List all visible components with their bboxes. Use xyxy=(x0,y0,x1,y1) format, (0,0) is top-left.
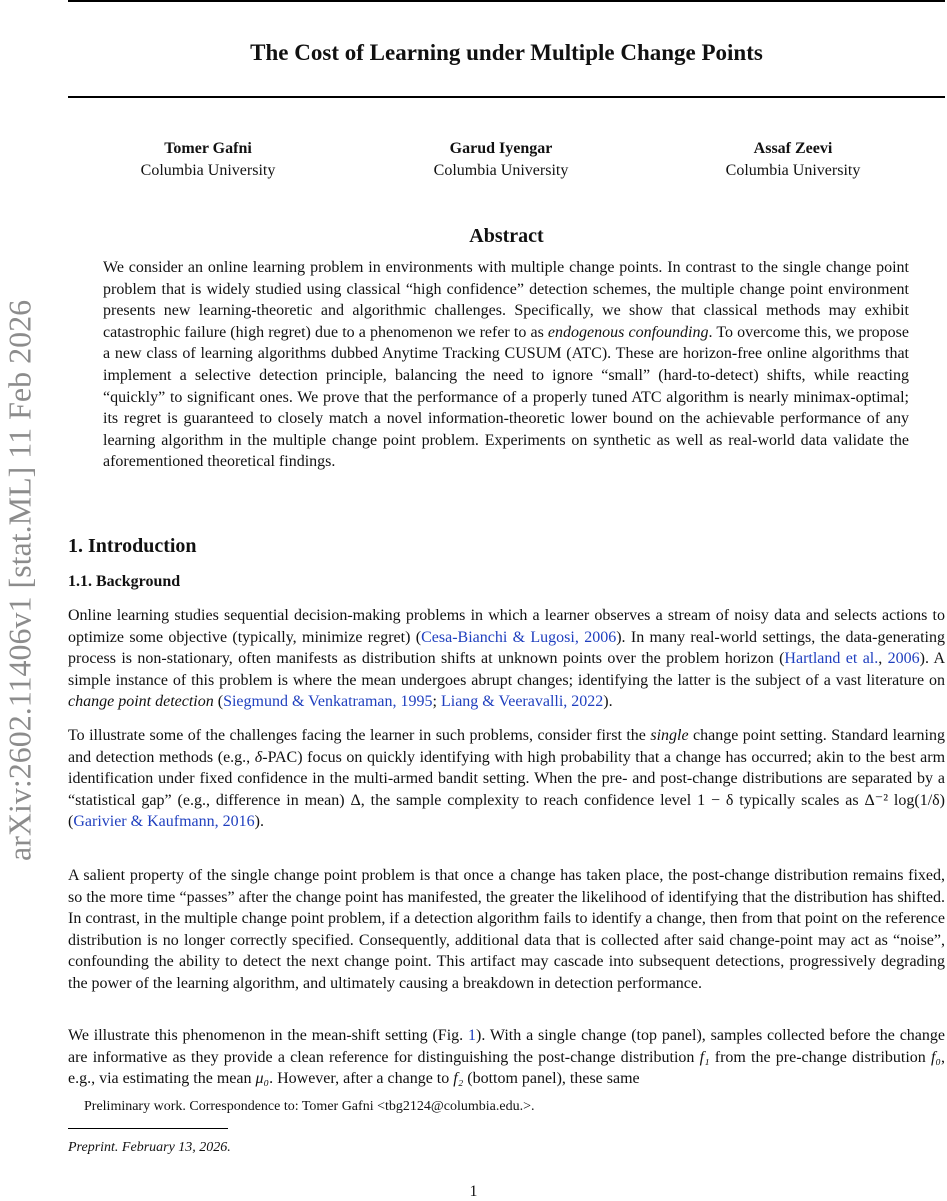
citation-link[interactable]: 2022 xyxy=(571,693,604,711)
abstract-emphasis: endogenous confounding xyxy=(547,323,709,341)
title-rule xyxy=(68,96,945,98)
author-block xyxy=(371,138,631,182)
arxiv-stamp-text: arXiv:2602.11406v1 [stat.ML] 11 Feb 2026 xyxy=(1,299,38,861)
figure-link[interactable]: 1 xyxy=(468,1027,476,1044)
paper-title: The Cost of Learning under Multiple Change Points xyxy=(250,40,763,65)
paragraph-1: Online learning studies sequential decision-making problems in which a learner observes a stream of noisy data and selects actions to optimize some objective (typically, minimize regret) (Cesa-Bianchi & Lugosi, 2006). In many real-world settings, the data-generating process is non-stationary, often manifests as distribution shifts at unknown points over the problem horizon (Hartland et al., 2006). A simple instance of this problem is where the mean undergoes abrupt changes; identifying the latter is the subject of a vast literature on change point detection (Siegmund & Venkatraman, 1995; Liang & Veeravalli, 2022). xyxy=(68,607,946,711)
math-expression: 1 − δ xyxy=(697,791,734,809)
abstract-heading: Abstract xyxy=(469,225,544,247)
section-heading: 1. Introduction xyxy=(68,535,197,557)
author-name: Tomer Gafni xyxy=(164,140,252,157)
author-block xyxy=(78,138,338,182)
math-symbol: f₂ xyxy=(453,1070,464,1088)
top-rule xyxy=(68,0,945,2)
math-symbol: f₁ xyxy=(699,1048,710,1066)
author-affiliation: Columbia University xyxy=(140,162,276,179)
citation-link[interactable]: 2006 xyxy=(887,650,920,668)
preprint-note: Preprint. February 13, 2026. xyxy=(68,1140,231,1155)
paragraph-4: We illustrate this phenomenon in the mean-shift setting (Fig. 1). With a single change (top panel), samples collected before the change are informative as they provide a clean reference for distinguishing the post-change distribution f₁ from the pre-change distribution f₀, e.g., via estimating the mean μ₀. However, after a change to f₂ (bottom panel), these same xyxy=(68,1027,946,1088)
citation-link[interactable]: Liang & Veeravalli, xyxy=(440,693,568,711)
paragraph-2: To illustrate some of the challenges facing the learner in such problems, consider first the single change point setting. Standard learning and detection methods (e.g., δ-PAC) focus on quickly identifying with high probability that a change has occurred; akin to the best arm identification under fixed confidence in the multi-armed bandit setting. When the pre- and post-change distributions are separated by a “statistical gap” (e.g., difference in mean) Δ, the sample complexity to reach confidence level 1 − δ typically scales as Δ⁻² log(1/δ) (Garivier & Kaufmann, 2016). xyxy=(68,727,946,831)
footnote: Preliminary work. Correspondence to: Tomer Gafni <tbg2124@columbia.edu.>. xyxy=(84,1099,535,1114)
author-affiliation: Columbia University xyxy=(725,162,861,179)
author-affiliation: Columbia University xyxy=(433,162,569,179)
author-name: Garud Iyengar xyxy=(449,140,553,157)
citation-link[interactable]: Garivier & Kaufmann, 2016 xyxy=(73,813,255,831)
emphasis: single xyxy=(650,727,689,744)
subsection-heading: 1.1. Background xyxy=(68,573,181,590)
citation-link[interactable]: Siegmund & Venkatraman, 1995 xyxy=(223,693,433,711)
math-symbol: f₀ xyxy=(930,1048,941,1066)
math-symbol: μ₀ xyxy=(255,1070,270,1088)
footnote-rule xyxy=(68,1128,228,1129)
citation-link[interactable]: Cesa-Bianchi & Lugosi, 2006 xyxy=(421,628,617,646)
author-block xyxy=(663,138,923,182)
emphasis: change point detection xyxy=(68,693,214,711)
math-expression: Δ⁻² log(1/δ) xyxy=(864,791,946,809)
page-number: 1 xyxy=(469,1183,478,1200)
arxiv-stamp xyxy=(0,250,40,910)
paragraph-3: A salient property of the single change point problem is that once a change has taken place, the post-change distribution remains fixed, so the more time “passes” after the change point has manifested, the greater the likelihood of identifying that the distribution has shifted. In contrast, in the multiple change point problem, if a detection algorithm fails to identify a change, then from that point on the reference distribution is no longer correctly specified. Consequently, additional data that is collected after said change-point may act as “noise”, confounding the ability to detect the next change point. This artifact may cascade into subsequent detections, progressively degrading the power of the learning algorithm, and ultimately causing a breakdown in detection performance. xyxy=(68,867,945,992)
author-name: Assaf Zeevi xyxy=(753,140,833,157)
abstract-text: We consider an online learning problem in environments with multiple change points. In contrast to the single change point problem that is widely studied using classical “high confidence” detection schemes, the multiple change point environment presents new learning-theoretic and algorithmic challenges. Specifically, we show that classical methods may exhibit catastrophic failure (high regret) due to a phenomenon we refer to as endogenous confounding. To overcome this, we propose a new class of learning algorithms dubbed Anytime Tracking CUSUM (ATC). These are horizon-free online algorithms that implement a selective detection principle, balancing the need to ignore “small” (hard-to-detect) shifts, while reacting “quickly” to significant ones. We prove that the performance of a properly tuned ATC algorithm is nearly minimax-optimal; its regret is guaranteed to closely match a novel information-theoretic lower bound on the achievable performance of any learning algorithm in the multiple change point problem. Experiments on synthetic as well as real-world data validate the aforementioned theoretical findings. xyxy=(103,259,910,471)
math-delta: δ xyxy=(254,748,263,766)
citation-link[interactable]: Hartland et al. xyxy=(784,650,879,668)
